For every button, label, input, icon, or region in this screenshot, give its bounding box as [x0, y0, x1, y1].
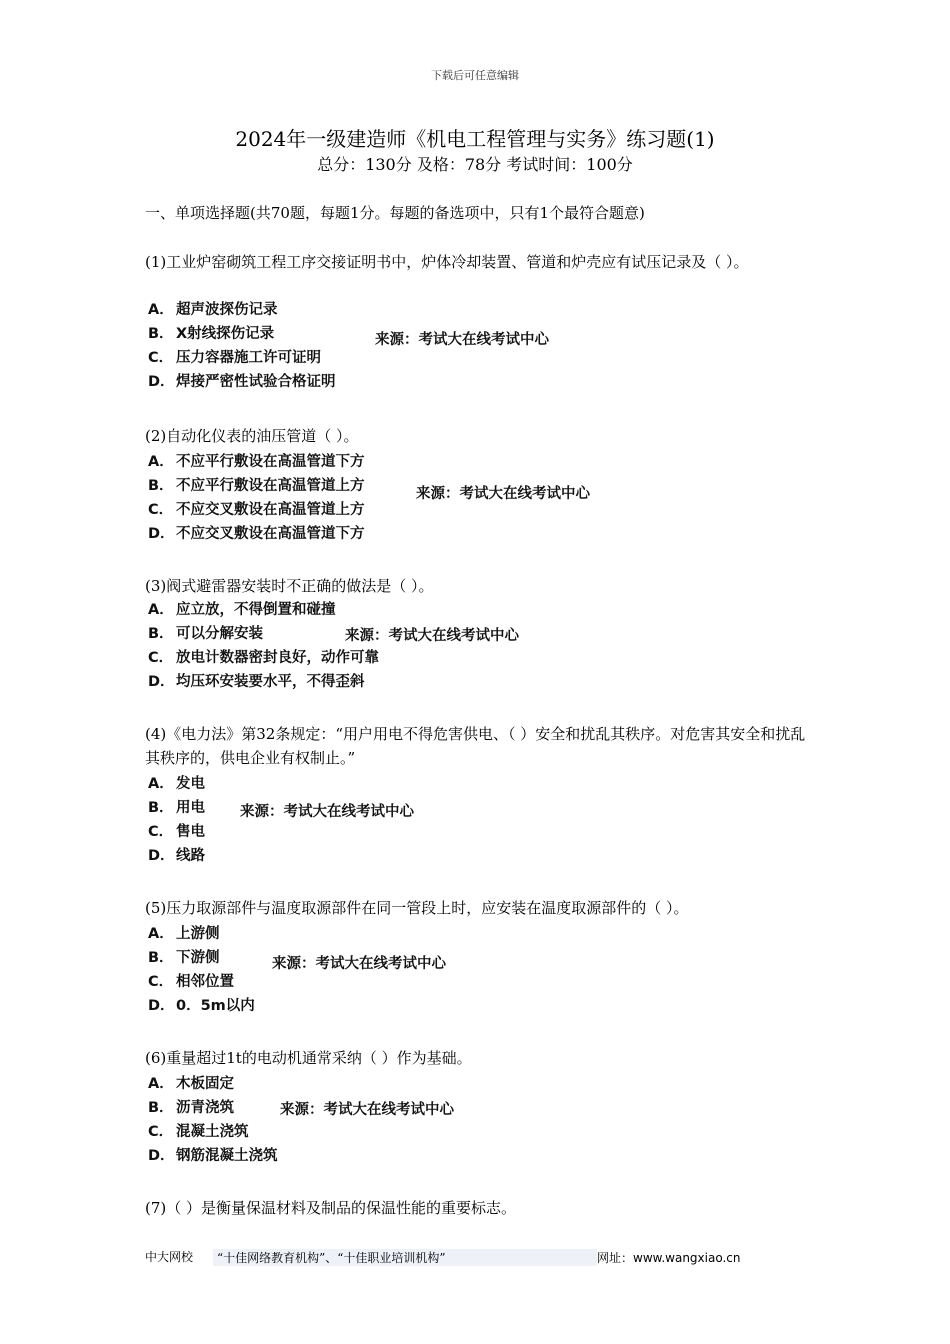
option-c: C． 混凝土浇筑: [148, 1124, 249, 1140]
footer-slogan: “十佳网络教育机构”、“十佳职业培训机构”: [213, 1249, 597, 1266]
option-b: B． X射线探伤记录: [148, 326, 275, 342]
question-7-stem: (7)（ ）是衡量保温材料及制品的保温性能的重要标志。: [145, 1199, 517, 1217]
question-1-options: [148, 298, 336, 394]
option-a: A． 上游侧: [148, 926, 220, 942]
source-label: 来源：考试大在线考试中心: [375, 332, 549, 348]
question-3-stem: (3)阀式避雷器安装时不正确的做法是（ ）。: [145, 577, 434, 595]
option-b: B． 下游侧: [148, 950, 220, 966]
question-5-options: [148, 922, 255, 1018]
question-2-stem: (2)自动化仪表的油压管道（ ）。: [145, 427, 359, 445]
option-b: B． 可以分解安装: [148, 626, 263, 642]
footer-website[interactable]: 网址：www.wangxiao.cn: [597, 1251, 741, 1265]
option-b: B． 用电: [148, 800, 205, 816]
source-label: 来源：考试大在线考试中心: [280, 1102, 454, 1118]
footer-org: 中大网校: [145, 1250, 194, 1264]
question-4-stem: (4)《电力法》第32条规定：“用户用电不得危害供电、（ ）安全和扰乱其秩序。对危害其安全和扰乱其秩序的，供电企业有权制止。”: [145, 725, 806, 767]
option-a: A． 发电: [148, 776, 205, 792]
question-6-stem: (6)重量超过1t的电动机通常采纳（ ）作为基础。: [145, 1049, 472, 1067]
section-heading: 一、单项选择题(共70题，每题1分。每题的备选项中，只有1个最符合题意): [145, 204, 645, 222]
option-d: D．不应交叉敷设在高温管道下方: [148, 526, 365, 542]
option-d: D．焊接严密性试验合格证明: [148, 374, 336, 390]
option-c: C． 相邻位置: [148, 974, 234, 990]
option-a: A． 不应平行敷设在高温管道下方: [148, 454, 365, 470]
question-3-options: [148, 598, 379, 694]
question-6-options: [148, 1072, 278, 1168]
option-d: D．钢筋混凝土浇筑: [148, 1148, 278, 1164]
page-title: 2024年一级建造师《机电工程管理与实务》练习题(1): [235, 127, 715, 151]
option-d: D．线路: [148, 848, 205, 864]
question-2-options: [148, 450, 365, 546]
option-c: C． 售电: [148, 824, 205, 840]
question-1-stem: (1)工业炉窑砌筑工程工序交接证明书中，炉体冷却装置、管道和炉壳应有试压记录及（ ）。: [145, 253, 749, 271]
option-b: B． 沥青浇筑: [148, 1100, 234, 1116]
exam-info: 总分：130分 及格：78分 考试时间：100分: [317, 155, 633, 174]
option-a: A． 超声波探伤记录: [148, 302, 278, 318]
source-label: 来源：考试大在线考试中心: [240, 804, 414, 820]
source-label: 来源：考试大在线考试中心: [272, 956, 446, 972]
question-4-options: [148, 772, 205, 868]
page-footer: [145, 1248, 745, 1266]
option-a: A． 木板固定: [148, 1076, 234, 1092]
option-c: C． 放电计数器密封良好，动作可靠: [148, 650, 379, 666]
header-note: 下载后可任意编辑: [431, 69, 519, 82]
option-d: D．0．5m以内: [148, 998, 255, 1014]
option-b: B． 不应平行敷设在高温管道上方: [148, 478, 365, 494]
source-label: 来源：考试大在线考试中心: [416, 486, 590, 502]
option-a: A． 应立放，不得倒置和碰撞: [148, 602, 336, 618]
option-d: D．均压环安装要水平，不得歪斜: [148, 674, 365, 690]
option-c: C． 不应交叉敷设在高温管道上方: [148, 502, 365, 518]
source-label: 来源：考试大在线考试中心: [345, 628, 519, 644]
question-5-stem: (5)压力取源部件与温度取源部件在同一管段上时，应安装在温度取源部件的（ ）。: [145, 899, 689, 917]
option-c: C． 压力容器施工许可证明: [148, 350, 321, 366]
